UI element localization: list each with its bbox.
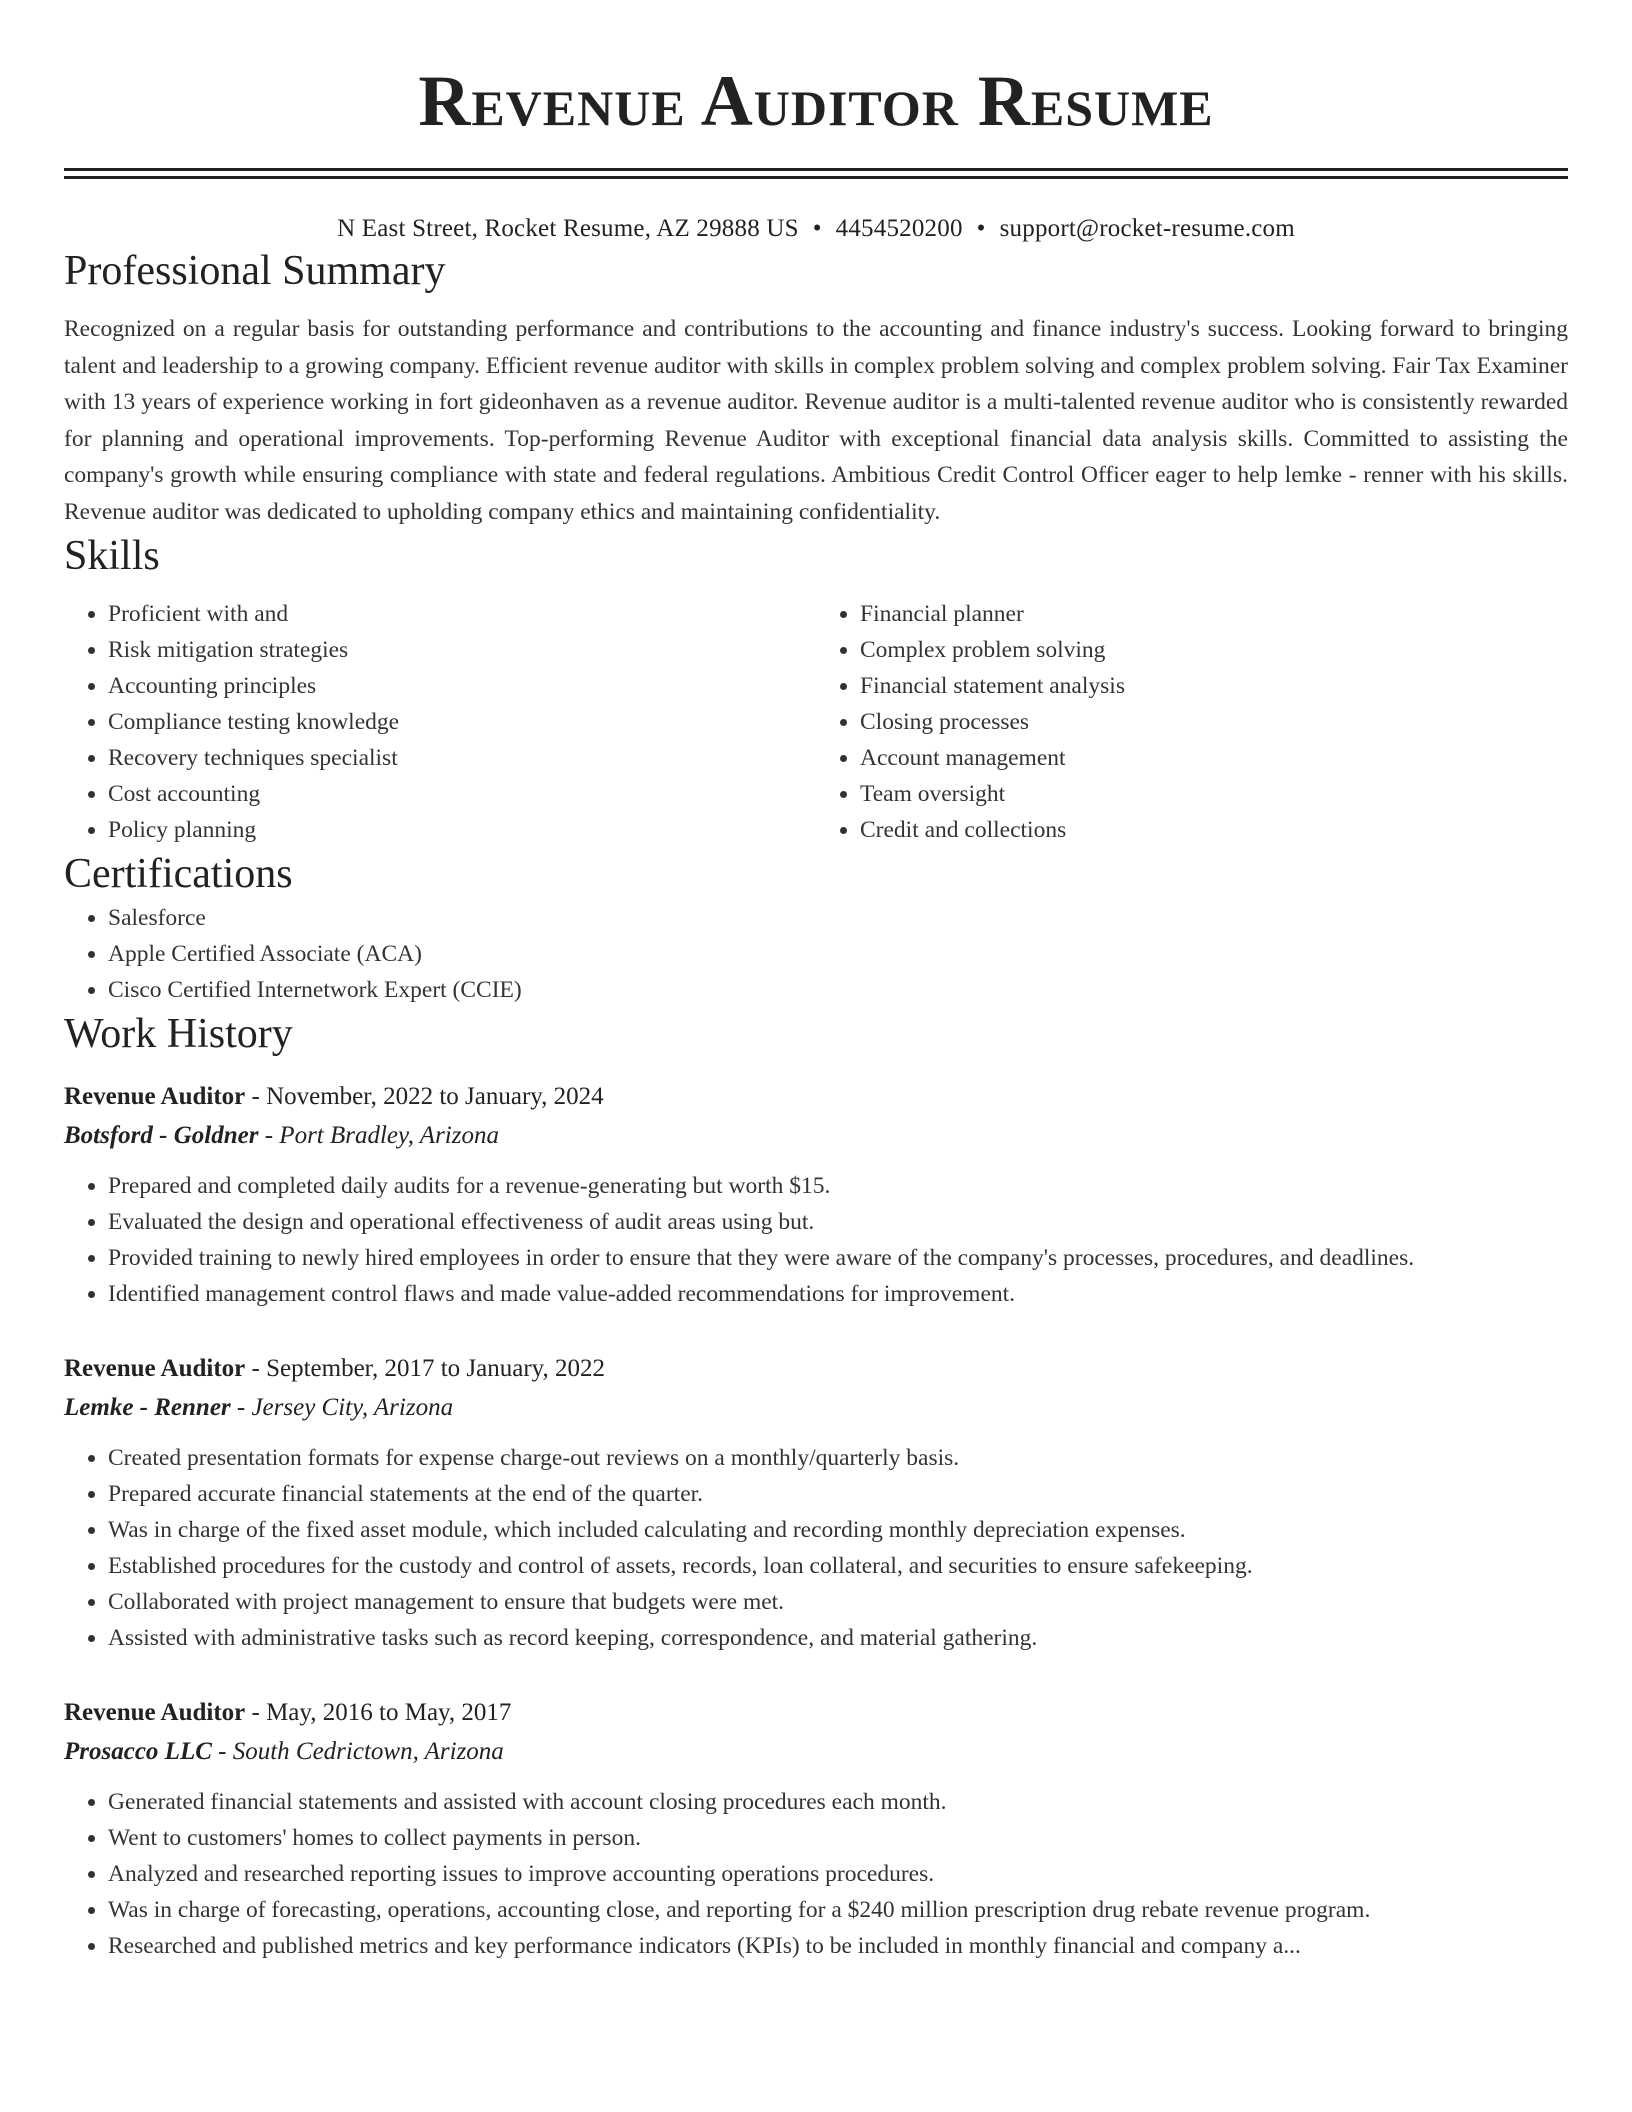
resume-title: Revenue Auditor Resume xyxy=(418,61,1214,141)
skill-item: • Closing processes xyxy=(860,704,1568,740)
job-bullet: • Created presentation formats for expense charge-out reviews on a monthly/quarterly basis. xyxy=(108,1440,1568,1476)
summary-heading: Professional Summary xyxy=(64,248,446,294)
title-double-rule xyxy=(64,168,1568,179)
skill-item: • Risk mitigation strategies xyxy=(108,632,816,668)
job-dates: - May, 2016 to May, 2017 xyxy=(245,1699,512,1726)
certification-item: • Salesforce xyxy=(108,900,1568,936)
skills-list-left xyxy=(64,596,816,848)
job-bullets xyxy=(64,1168,1568,1312)
summary-text: Recognized on a regular basis for outstanding performance and contributions to the accounting and finance industry's success. Looking forward to bringing talent and leadership to a growing company. Efficient revenue auditor with skills in complex problem solving and complex problem solving. Fair Tax Examiner with 13 years of experience working in fort gideonhaven as a revenue auditor. Revenue auditor is a multi-talented revenue auditor who is consistently rewarded for planning and operational improvements. Top-performing Revenue Auditor with exceptional financial data analysis skills. Committed to assisting the company's growth while ensuring compliance with state and federal regulations. Ambitious Credit Control Officer eager to help lemke - renner with his skills. Revenue auditor was dedicated to upholding company ethics and maintaining confidentiality. xyxy=(64,316,1568,525)
job-bullet: • Generated financial statements and assisted with account closing procedures each month. xyxy=(108,1784,1568,1820)
skill-item: • Recovery techniques specialist xyxy=(108,740,816,776)
job-bullet: • Established procedures for the custody and control of assets, records, loan collateral, and securities to ensure safekeeping. xyxy=(108,1548,1568,1584)
certification-item: • Cisco Certified Internetwork Expert (CCIE) xyxy=(108,972,1568,1008)
skill-item: • Financial planner xyxy=(860,596,1568,632)
skills-columns xyxy=(64,596,1568,848)
job-title: Revenue Auditor xyxy=(64,1355,246,1382)
job-company: Botsford - Goldner xyxy=(64,1122,259,1149)
job-location: - South Cedrictown, Arizona xyxy=(211,1738,504,1765)
skill-item: • Credit and collections xyxy=(860,812,1568,848)
job-title: Revenue Auditor xyxy=(64,1699,246,1726)
job-bullet: • Went to customers' homes to collect payments in person. xyxy=(108,1820,1568,1856)
job-location: - Port Bradley, Arizona xyxy=(258,1122,499,1149)
skill-item: • Account management xyxy=(860,740,1568,776)
certification-item: • Apple Certified Associate (ACA) xyxy=(108,936,1568,972)
job-bullet: • Prepared accurate financial statements at the end of the quarter. xyxy=(108,1476,1568,1512)
contact-phone[interactable]: 4454520200 xyxy=(835,215,963,242)
job-company: Lemke - Renner xyxy=(64,1394,231,1421)
skill-item: • Complex problem solving xyxy=(860,632,1568,668)
certifications-heading: Certifications xyxy=(64,851,293,897)
skill-item: • Cost accounting xyxy=(108,776,816,812)
job-title-line xyxy=(64,1078,1568,1116)
job-bullet: • Assisted with administrative tasks such as record keeping, correspondence, and material gathering. xyxy=(108,1620,1568,1656)
job-entry xyxy=(64,1694,1568,1964)
job-entry xyxy=(64,1078,1568,1312)
job-company: Prosacco LLC xyxy=(64,1738,212,1765)
job-dates: - November, 2022 to January, 2024 xyxy=(245,1083,604,1110)
skills-heading: Skills xyxy=(64,533,160,579)
job-title-line xyxy=(64,1350,1568,1388)
job-bullet: • Provided training to newly hired employees in order to ensure that they were aware of the company's processes, procedures, and deadlines. xyxy=(108,1240,1568,1276)
skill-item: • Accounting principles xyxy=(108,668,816,704)
job-title: Revenue Auditor xyxy=(64,1083,246,1110)
job-bullet: • Prepared and completed daily audits for a revenue-generating but worth $15. xyxy=(108,1168,1568,1204)
skill-item: • Financial statement analysis xyxy=(860,668,1568,704)
skills-list-right xyxy=(816,596,1568,848)
job-bullet: • Researched and published metrics and key performance indicators (KPIs) to be included in monthly financial and company a... xyxy=(108,1928,1568,1964)
work-history-heading: Work History xyxy=(64,1011,293,1057)
job-bullets xyxy=(64,1440,1568,1656)
job-bullet: • Identified management control flaws and made value-added recommendations for improvement. xyxy=(108,1276,1568,1312)
job-company-line xyxy=(64,1116,1568,1156)
job-bullet: • Evaluated the design and operational effectiveness of audit areas using but. xyxy=(108,1204,1568,1240)
job-bullet: • Was in charge of the fixed asset module, which included calculating and recording monthly depreciation expenses. xyxy=(108,1512,1568,1548)
job-title-line xyxy=(64,1694,1568,1732)
job-company-line xyxy=(64,1388,1568,1428)
job-bullet: • Was in charge of forecasting, operations, accounting close, and reporting for a $240 million prescription drug rebate revenue program. xyxy=(108,1892,1568,1928)
certifications-list xyxy=(64,900,1568,1008)
job-bullet: • Collaborated with project management to ensure that budgets were met. xyxy=(108,1584,1568,1620)
job-dates: - September, 2017 to January, 2022 xyxy=(245,1355,606,1382)
skill-item: • Team oversight xyxy=(860,776,1568,812)
contact-separator: • xyxy=(976,215,986,242)
contact-separator: • xyxy=(812,215,822,242)
job-bullets xyxy=(64,1784,1568,1964)
contact-address: N East Street, Rocket Resume, AZ 29888 US xyxy=(337,215,799,242)
job-entry xyxy=(64,1350,1568,1656)
job-location: - Jersey City, Arizona xyxy=(230,1394,454,1421)
skill-item: • Proficient with and xyxy=(108,596,816,632)
contact-email[interactable]: support@rocket-resume.com xyxy=(999,215,1295,242)
job-company-line xyxy=(64,1732,1568,1772)
job-bullet: • Analyzed and researched reporting issues to improve accounting operations procedures. xyxy=(108,1856,1568,1892)
skill-item: • Policy planning xyxy=(108,812,816,848)
contact-line xyxy=(64,213,1568,245)
skill-item: • Compliance testing knowledge xyxy=(108,704,816,740)
